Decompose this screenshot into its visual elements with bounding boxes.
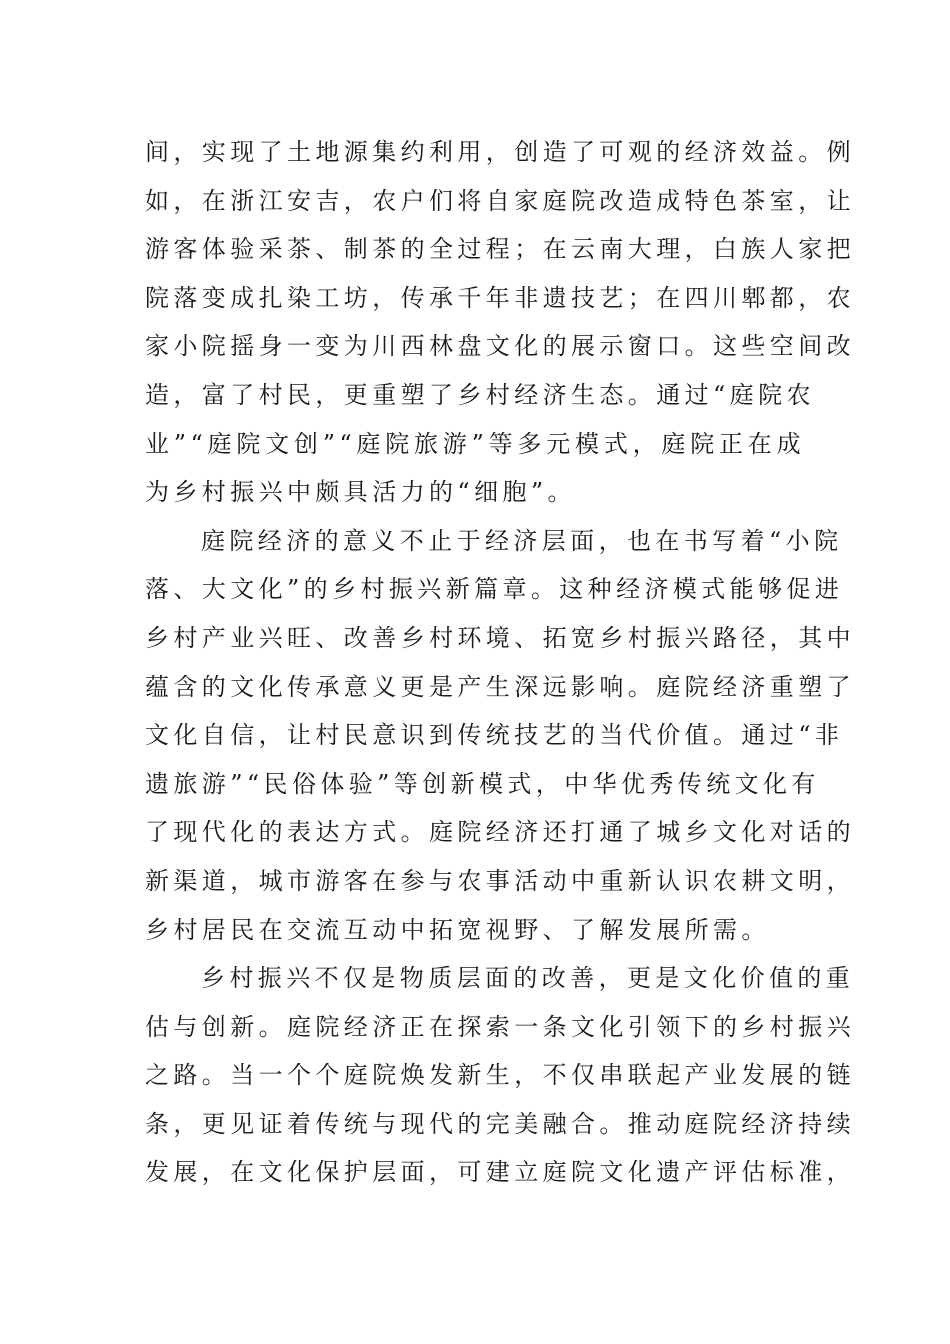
text-line: 乡村居民在交流互动中拓宽视野、了解发展所需。 (145, 915, 770, 944)
text-line: 新渠道，城市游客在参与农事活动中重新认识农耕文明， (145, 866, 855, 895)
text-line: 条，更见证着传统与现代的完美融合。推动庭院经济持续 (145, 1109, 855, 1138)
text-line: 落、大文化”的乡村振兴新篇章。这种经济模式能够促进 (145, 575, 844, 604)
document-body (145, 128, 855, 1197)
paragraph-first-line: 乡村振兴不仅是物质层面的改善，更是文化价值的重 (201, 964, 855, 993)
text-line: 遗旅游”“民俗体验”等创新模式，中华优秀传统文化有 (145, 769, 820, 798)
text-line: 家小院摇身一变为川西林盘文化的展示窗口。这些空间改 (145, 332, 855, 361)
text-line: 估与创新。庭院经济正在探索一条文化引领下的乡村振兴 (145, 1012, 855, 1041)
text-line: 之路。当一个个庭院焕发新生，不仅串联起产业发展的链 (145, 1061, 855, 1090)
text-line: 发展，在文化保护层面，可建立庭院文化遗产评估标准， (145, 1158, 855, 1187)
text-line: 造，富了村民，更重塑了乡村经济生态。通过“庭院农 (145, 380, 815, 409)
paragraph-first-line: 庭院经济的意义不止于经济层面，也在书写着“小院 (201, 526, 843, 555)
text-line: 如，在浙江安吉，农户们将自家庭院改造成特色茶室，让 (145, 186, 855, 215)
text-line: 文化自信，让村民意识到传统技艺的当代价值。通过“非 (145, 721, 844, 750)
text-line: 业”“庭院文创”“庭院旅游”等多元模式，庭院正在成 (145, 429, 805, 458)
text-line: 院落变成扎染工坊，传承千年非遗技艺；在四川郫都，农 (145, 283, 855, 312)
text-line: 间，实现了土地源集约利用，创造了可观的经济效益。例 (145, 138, 855, 166)
text-line: 蕴含的文化传承意义更是产生深远影响。庭院经济重塑了 (145, 672, 855, 701)
text-line: 乡村产业兴旺、改善乡村环境、拓宽乡村振兴路径，其中 (145, 623, 855, 652)
text-line: 了现代化的表达方式。庭院经济还打通了城乡文化对话的 (145, 818, 855, 847)
text-line: 为乡村振兴中颇具活力的“细胞”。 (145, 478, 576, 507)
text-line: 游客体验采茶、制茶的全过程；在云南大理，白族人家把 (145, 235, 855, 264)
